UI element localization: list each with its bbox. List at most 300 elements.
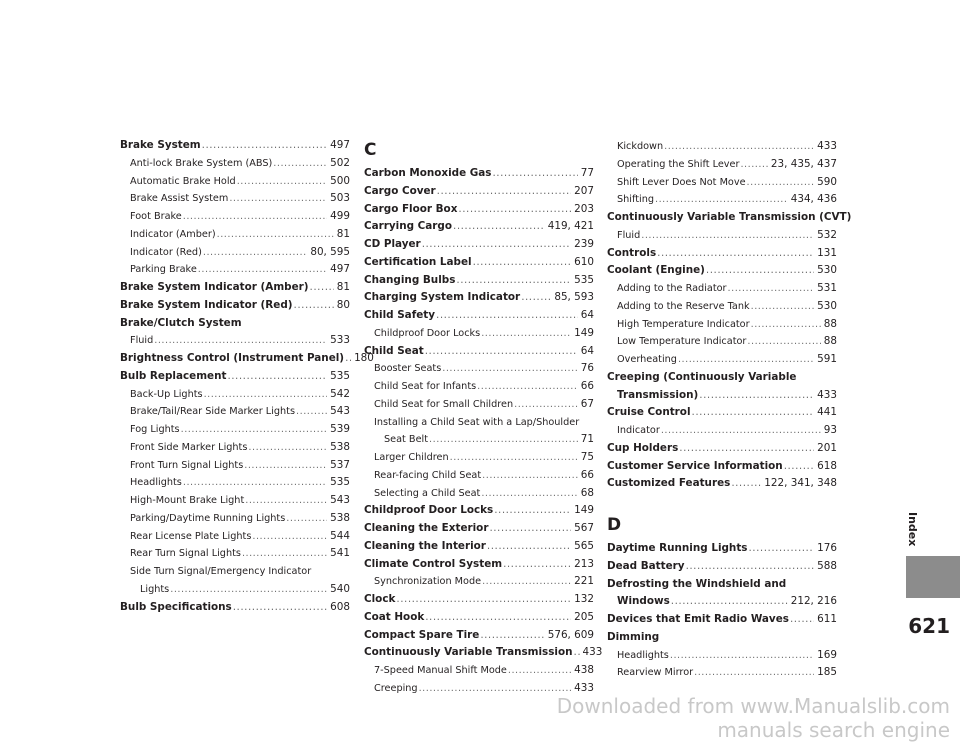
entry-label: Fluid	[130, 335, 154, 347]
dot-leader	[641, 227, 814, 245]
dot-leader	[217, 226, 334, 244]
index-entry	[120, 599, 350, 617]
dot-leader	[671, 593, 788, 611]
entry-label: Selecting a Child Seat	[374, 487, 481, 499]
dot-leader	[678, 351, 814, 369]
entry-page-ref: 207	[574, 184, 594, 197]
entry-label: Changing Bulbs	[364, 273, 456, 286]
index-entry	[364, 591, 594, 609]
entry-page-ref: 77	[580, 167, 594, 179]
dot-leader	[481, 485, 577, 503]
index-entry	[364, 627, 594, 645]
entry-label: Brake/Clutch System	[120, 316, 242, 329]
entry-label: Climate Control System	[364, 557, 503, 570]
dot-leader	[244, 457, 327, 475]
index-entry	[364, 289, 594, 307]
entry-page-ref: 531	[817, 282, 837, 294]
entry-page-ref: 76	[580, 362, 594, 375]
entry-page-ref: 543	[330, 405, 350, 418]
entry-page-ref: 530	[817, 264, 837, 277]
index-subentry	[607, 351, 837, 369]
entry-page-ref: 66	[580, 380, 594, 392]
entry-page-ref: 618	[817, 459, 837, 472]
dot-leader	[425, 609, 571, 627]
entry-label: Child Seat for Infants	[374, 381, 477, 392]
entry-page-ref: 221	[574, 575, 594, 588]
entry-page-ref: 588	[817, 559, 837, 572]
dot-leader	[473, 254, 572, 272]
entry-page-ref: 590	[817, 175, 837, 188]
index-entry	[364, 538, 594, 556]
index-entry	[607, 458, 837, 476]
index-entry	[607, 629, 837, 647]
entry-page-ref: 538	[330, 511, 350, 524]
entry-label: Front Side Marker Lights	[130, 441, 248, 453]
dot-leader	[489, 520, 571, 538]
entry-label: Dead Battery	[607, 559, 685, 572]
entry-label: Anti-lock Brake System (ABS)	[130, 157, 273, 169]
index-subentry	[120, 244, 350, 262]
entry-label: Operating the Shift Lever	[617, 158, 740, 170]
entry-label: Kickdown	[617, 141, 664, 152]
entry-label: Brake System Indicator (Amber)	[120, 281, 309, 293]
index-entry	[120, 279, 350, 297]
entry-page-ref: 80, 595	[310, 245, 350, 258]
entry-page-ref: 565	[574, 539, 594, 552]
entry-label: Transmission)	[617, 388, 699, 401]
entry-label: Indicator	[617, 425, 660, 436]
entry-page-ref: 122, 341, 348	[764, 477, 837, 490]
dot-leader	[170, 581, 327, 599]
dot-leader	[694, 664, 814, 682]
index-entry	[120, 297, 350, 315]
dot-leader	[456, 272, 571, 290]
dot-leader	[670, 647, 814, 665]
entry-label: Customer Service Information	[607, 459, 783, 472]
index-entry	[120, 350, 374, 368]
index-subentry	[607, 280, 837, 298]
index-subentry	[120, 208, 350, 226]
entry-label: Brake System	[120, 139, 201, 151]
dot-leader	[686, 558, 815, 576]
entry-page-ref: 180	[354, 352, 374, 364]
index-subentry	[607, 422, 837, 440]
entry-page-ref: 67	[580, 397, 594, 410]
entry-page-ref: 497	[330, 139, 350, 151]
dot-leader	[229, 190, 327, 208]
dot-leader	[480, 627, 544, 645]
entry-label: Child Safety	[364, 309, 436, 321]
watermark: Downloaded from www.Manualslib.com manuals search engine	[556, 694, 950, 742]
index-entry	[607, 440, 837, 458]
entry-page-ref: 591	[817, 353, 837, 365]
entry-label: Controls	[607, 246, 657, 259]
entry-page-ref: 68	[580, 486, 594, 499]
index-subentry	[364, 431, 594, 449]
entry-page-ref: 544	[330, 529, 350, 542]
index-entry	[364, 236, 594, 254]
index-entry	[364, 520, 594, 538]
index-entry	[607, 209, 852, 227]
dot-leader	[203, 244, 307, 262]
index-entry	[364, 218, 594, 236]
index-subentry	[120, 563, 350, 581]
dot-leader	[248, 439, 327, 457]
dot-leader	[655, 191, 788, 209]
dot-leader	[422, 236, 571, 254]
dot-leader	[154, 332, 327, 350]
dot-leader	[227, 368, 327, 386]
entry-page-ref: 539	[330, 423, 350, 435]
entry-page-ref: 93	[823, 424, 837, 436]
index-entry	[364, 254, 594, 272]
entry-label: Brake System Indicator (Red)	[120, 298, 293, 311]
index-subentry	[607, 227, 837, 245]
dot-leader	[477, 378, 578, 396]
entry-page-ref: 203	[574, 202, 594, 215]
dot-leader	[252, 528, 327, 546]
entry-label: Bulb Replacement	[120, 369, 227, 382]
entry-label: 7-Speed Manual Shift Mode	[374, 665, 507, 676]
index-subentry	[364, 360, 594, 378]
entry-label: Coolant (Engine)	[607, 264, 705, 277]
index-subentry	[120, 581, 350, 599]
index-subentry	[120, 528, 350, 546]
entry-page-ref: 538	[330, 440, 350, 453]
index-subentry	[120, 386, 350, 404]
index-entry	[364, 609, 594, 627]
entry-label: Child Seat for Small Children	[374, 398, 514, 410]
index-entry	[364, 201, 594, 219]
entry-label: Seat Belt	[384, 434, 429, 446]
dot-leader	[442, 360, 578, 378]
entry-page-ref: 537	[330, 458, 350, 471]
index-entry	[607, 387, 837, 405]
entry-label: Continuously Variable Transmission	[364, 646, 573, 659]
entry-page-ref: 419, 421	[547, 220, 594, 233]
entry-label: Creeping	[374, 682, 418, 694]
dot-leader	[453, 218, 545, 236]
index-entry	[607, 540, 837, 558]
entry-page-ref: 213	[574, 557, 594, 570]
entry-page-ref: 64	[580, 309, 594, 321]
dot-leader	[492, 165, 577, 183]
index-subentry	[607, 156, 837, 174]
dot-leader	[751, 298, 815, 316]
dot-leader	[425, 343, 578, 361]
entry-label: Childproof Door Locks	[364, 504, 494, 517]
entry-label: Low Temperature Indicator	[617, 336, 747, 348]
dot-leader	[747, 333, 820, 351]
dot-leader	[204, 386, 328, 404]
dot-leader	[296, 403, 327, 421]
dot-leader	[503, 556, 571, 574]
entry-page-ref: 611	[817, 613, 837, 625]
dot-leader	[242, 545, 327, 563]
entry-label: Compact Spare Tire	[364, 628, 480, 641]
dot-leader	[273, 155, 327, 173]
dot-leader	[514, 396, 578, 414]
entry-label: High-Mount Brake Light	[130, 495, 245, 506]
index-entry	[607, 245, 837, 263]
index-list-c-continued	[607, 138, 852, 493]
dot-leader	[749, 540, 815, 558]
entry-label: Indicator (Amber)	[130, 228, 216, 240]
entry-label: Windows	[617, 595, 670, 608]
index-subentry	[364, 467, 594, 485]
index-subentry	[364, 414, 594, 432]
entry-page-ref: 88	[823, 317, 837, 330]
entry-page-ref: 608	[330, 600, 350, 613]
entry-label: Foot Brake	[130, 211, 182, 222]
dot-leader	[508, 662, 571, 680]
entry-page-ref: 81	[336, 227, 350, 240]
entry-label: Brake Assist System	[130, 193, 229, 205]
entry-label: Cleaning the Exterior	[364, 522, 489, 534]
entry-label: Overheating	[617, 354, 677, 365]
entry-label: Side Turn Signal/Emergency Indicator	[130, 566, 312, 577]
entry-label: Headlights	[617, 649, 669, 661]
index-subentry	[364, 485, 594, 503]
entry-label: Headlights	[130, 477, 182, 489]
index-subentry	[120, 457, 350, 475]
entry-label: Back-Up Lights	[130, 388, 203, 400]
index-entry	[607, 611, 837, 629]
entry-label: Carrying Cargo	[364, 220, 453, 233]
index-subentry	[607, 664, 837, 682]
index-subentry	[120, 510, 350, 528]
entry-label: Continuously Variable Transmission (CVT)	[607, 211, 852, 223]
dot-leader	[233, 599, 327, 617]
index-subentry	[364, 325, 594, 343]
entry-label: Coat Hook	[364, 610, 425, 623]
dot-leader	[429, 431, 578, 449]
dot-leader	[396, 591, 571, 609]
index-entry	[364, 307, 594, 325]
entry-label: Larger Children	[374, 452, 449, 463]
entry-label: Bulb Specifications	[120, 600, 232, 613]
index-subentry	[120, 492, 350, 510]
entry-page-ref: 433	[582, 646, 603, 659]
entry-page-ref: 185	[817, 666, 837, 679]
dot-leader	[436, 307, 578, 325]
index-subentry	[607, 298, 837, 316]
index-entry	[364, 272, 594, 290]
index-entry	[607, 262, 837, 280]
dot-leader	[245, 492, 327, 510]
entry-page-ref: 567	[574, 522, 594, 534]
dot-leader	[657, 245, 814, 263]
dot-leader	[458, 201, 571, 219]
dot-leader	[706, 262, 814, 280]
index-subentry	[364, 449, 594, 467]
dot-leader	[747, 174, 815, 192]
entry-label: Brightness Control (Instrument Panel)	[120, 352, 345, 364]
index-entry	[607, 593, 837, 611]
entry-page-ref: 497	[330, 263, 350, 276]
index-subentry	[120, 474, 350, 492]
entry-page-ref: 64	[580, 344, 594, 357]
entry-page-ref: 212, 216	[790, 595, 837, 608]
entry-page-ref: 169	[817, 648, 837, 661]
index-list-d	[607, 540, 837, 682]
entry-label: Cargo Floor Box	[364, 202, 458, 215]
entry-page-ref: 530	[817, 299, 837, 312]
dot-leader	[345, 350, 351, 368]
entry-label: Synchronization Mode	[374, 576, 482, 588]
entry-page-ref: 205	[574, 610, 594, 623]
index-subentry	[120, 190, 350, 208]
entry-page-ref: 131	[817, 246, 837, 259]
dot-leader	[699, 387, 814, 405]
index-subentry	[120, 332, 350, 350]
entry-label: Rear Turn Signal Lights	[130, 548, 241, 560]
index-entry	[364, 502, 594, 520]
index-entry	[364, 556, 594, 574]
entry-label: Carbon Monoxide Gas	[364, 167, 492, 179]
dot-leader	[487, 538, 571, 556]
entry-page-ref: 132	[574, 593, 594, 605]
dot-leader	[751, 316, 821, 334]
index-column-2	[364, 137, 603, 698]
entry-page-ref: 81	[336, 281, 350, 293]
page-number: 621	[908, 614, 950, 638]
entry-label: Defrosting the Windshield and	[607, 577, 787, 590]
entry-page-ref: 535	[574, 273, 594, 286]
entry-label: Adding to the Radiator	[617, 283, 727, 294]
index-subentry	[607, 191, 837, 209]
entry-page-ref: 80	[336, 298, 350, 311]
index-entry	[607, 558, 837, 576]
entry-label: Fog Lights	[130, 424, 180, 435]
index-entry	[607, 369, 837, 387]
section-letter-c: C	[364, 140, 377, 160]
entry-label: Shift Lever Does Not Move	[617, 176, 746, 188]
index-subentry	[120, 155, 350, 173]
dot-leader	[183, 208, 327, 226]
entry-page-ref: 441	[817, 406, 837, 419]
entry-page-ref: 434, 436	[790, 193, 837, 206]
dot-leader	[181, 421, 328, 439]
entry-label: Clock	[364, 593, 396, 605]
index-entry	[364, 183, 594, 201]
index-subentry	[120, 403, 350, 421]
entry-page-ref: 433	[574, 681, 594, 694]
entry-page-ref: 541	[330, 547, 350, 560]
entry-label: Childproof Door Locks	[374, 327, 481, 339]
entry-label: Booster Seats	[374, 363, 442, 375]
entry-page-ref: 535	[330, 369, 350, 382]
dot-leader	[294, 297, 334, 315]
dot-leader	[521, 289, 551, 307]
index-entry	[120, 137, 350, 155]
entry-page-ref: 503	[330, 192, 350, 205]
index-subentry	[607, 647, 837, 665]
index-entry	[607, 576, 837, 594]
index-entry	[607, 404, 837, 422]
index-subentry	[607, 138, 837, 156]
entry-label: Brake/Tail/Rear Side Marker Lights	[130, 406, 296, 418]
index-entry	[364, 644, 603, 662]
dot-leader	[450, 449, 578, 467]
entry-page-ref: 576, 609	[547, 628, 594, 641]
entry-page-ref: 149	[574, 504, 594, 517]
index-entry	[120, 368, 350, 386]
dot-leader	[286, 510, 327, 528]
section-letter-d: D	[607, 515, 622, 535]
dot-leader	[790, 611, 814, 629]
entry-page-ref: 66	[580, 468, 594, 481]
entry-label: Devices that Emit Radio Waves	[607, 613, 789, 625]
entry-label: Rearview Mirror	[617, 667, 694, 679]
index-subentry	[120, 421, 350, 439]
index-subentry	[607, 316, 837, 334]
dot-leader	[661, 422, 821, 440]
entry-label: Customized Features	[607, 477, 731, 490]
entry-label: Cruise Control	[607, 406, 691, 419]
entry-page-ref: 176	[817, 542, 837, 554]
index-subentry	[607, 174, 837, 192]
dot-leader	[784, 458, 814, 476]
entry-page-ref: 85, 593	[554, 291, 594, 304]
dot-leader	[437, 183, 571, 201]
index-subentry	[607, 333, 837, 351]
dot-leader	[679, 440, 814, 458]
index-subentry	[120, 439, 350, 457]
entry-label: Charging System Indicator	[364, 291, 521, 304]
index-subentry	[120, 545, 350, 563]
dot-leader	[692, 404, 815, 422]
entry-label: Cleaning the Interior	[364, 539, 486, 552]
dot-leader	[183, 474, 327, 492]
dot-leader	[481, 325, 571, 343]
entry-page-ref: 502	[330, 156, 350, 169]
entry-page-ref: 433	[817, 388, 837, 401]
side-tab-label: Index	[906, 512, 919, 547]
dot-leader	[664, 138, 814, 156]
index-subentry	[364, 396, 594, 414]
index-list-c	[364, 165, 603, 698]
entry-label: Parking Brake	[130, 264, 197, 276]
entry-label: Cup Holders	[607, 441, 679, 454]
entry-label: Front Turn Signal Lights	[130, 459, 244, 471]
entry-label: Daytime Running Lights	[607, 542, 748, 554]
index-subentry	[364, 378, 594, 396]
entry-label: Dimming	[607, 630, 660, 643]
dot-leader	[728, 280, 815, 298]
index-entry	[364, 343, 594, 361]
entry-page-ref: 75	[580, 451, 594, 463]
dot-leader	[482, 573, 571, 591]
entry-page-ref: 433	[817, 140, 837, 152]
entry-label: Installing a Child Seat with a Lap/Shoulder	[374, 416, 580, 428]
entry-page-ref: 532	[817, 228, 837, 241]
index-subentry	[120, 226, 350, 244]
index-entry	[364, 165, 594, 183]
dot-leader	[202, 137, 328, 155]
entry-label: Shifting	[617, 194, 654, 206]
entry-page-ref: 71	[580, 433, 594, 446]
entry-page-ref: 540	[330, 582, 350, 595]
dot-leader	[198, 261, 327, 279]
entry-page-ref: 533	[330, 334, 350, 347]
entry-label: Fluid	[617, 229, 641, 241]
entry-page-ref: 499	[330, 210, 350, 222]
entry-label: Indicator (Red)	[130, 246, 202, 258]
index-tab-marker	[906, 556, 960, 598]
entry-page-ref: 542	[330, 387, 350, 400]
dot-leader	[731, 475, 761, 493]
